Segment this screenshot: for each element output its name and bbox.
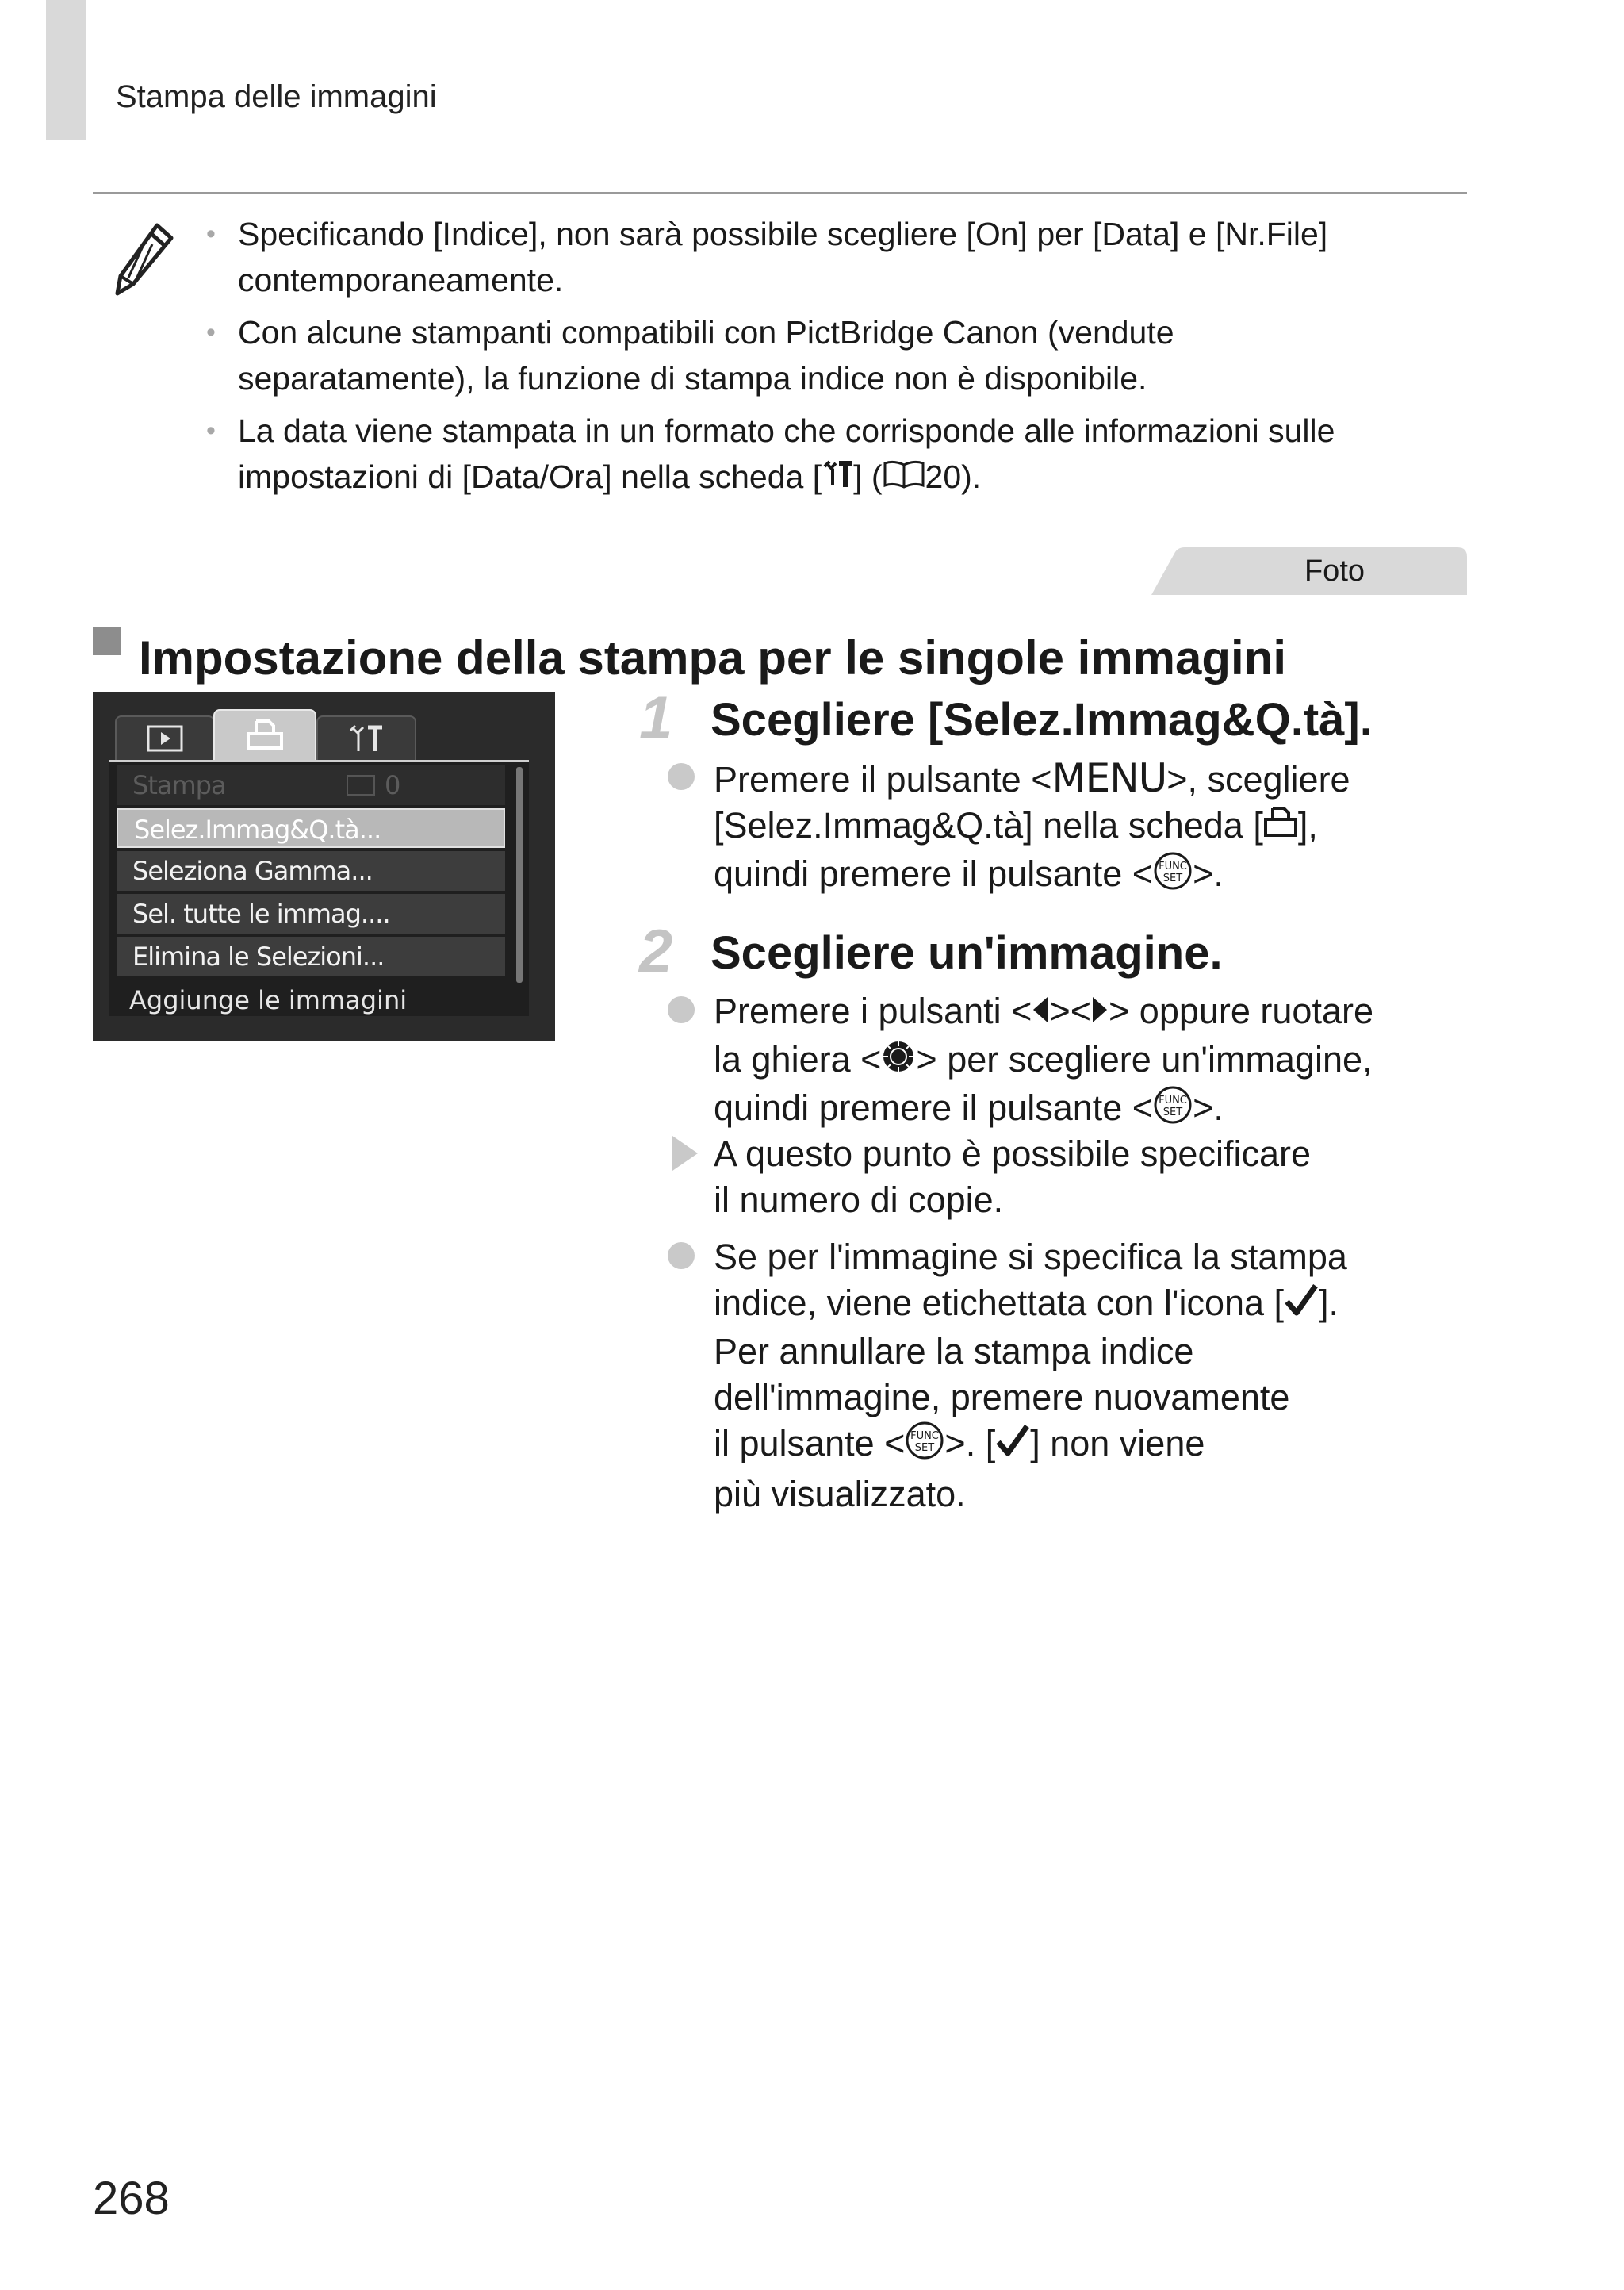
checkmark-icon xyxy=(1284,1283,1319,1329)
bullet-text xyxy=(714,988,1373,1136)
page-number: 268 xyxy=(93,2173,170,2224)
bullet-circle-icon xyxy=(668,1242,695,1269)
svg-text:FUNC: FUNC xyxy=(910,1430,940,1443)
step-title: Scegliere un'immagine. xyxy=(710,927,1223,979)
text-run: ], xyxy=(1297,805,1318,846)
print-tab xyxy=(213,709,316,760)
running-header: Stampa delle immagini xyxy=(116,79,437,114)
result-text xyxy=(714,1131,1311,1223)
svg-text:SET: SET xyxy=(1162,1107,1183,1119)
setup-tools-icon xyxy=(822,456,853,502)
svg-text:FUNC: FUNC xyxy=(1159,1095,1187,1107)
control-dial-icon xyxy=(881,1039,916,1085)
note-text: Con alcune stampanti compatibili con PictBridge Canon (vendute xyxy=(238,314,1174,351)
text-run: [Selez.Immag&Q.tà] nella scheda [ xyxy=(714,805,1263,846)
note-text: ] ( xyxy=(853,458,883,495)
camera-menu-scrollbar xyxy=(516,767,523,983)
camera-menu-item: Sel. tutte le immag.... xyxy=(117,894,505,934)
pencil-note-icon xyxy=(109,221,176,300)
text-run: la ghiera < xyxy=(714,1039,882,1080)
camera-tab-bar xyxy=(115,709,507,760)
text-run: Se per l'immagine si specifica la stampa xyxy=(714,1237,1347,1277)
bullet-dot-icon: • xyxy=(206,317,216,347)
book-reference-icon xyxy=(883,456,925,502)
note-text: La data viene stampata in un formato che corrisponde alle informazioni sulle xyxy=(238,412,1335,449)
menu-item-label: Stampa xyxy=(132,770,226,800)
notes-list xyxy=(201,211,1470,508)
text-run: > per scegliere un'immagine, xyxy=(916,1039,1373,1080)
note-item xyxy=(201,309,1470,401)
bullet-dot-icon: • xyxy=(206,219,216,249)
svg-text:SET: SET xyxy=(1162,873,1183,885)
section-square-icon xyxy=(93,627,121,655)
text-run: >< xyxy=(1049,991,1092,1031)
bullet-dot-icon: • xyxy=(206,416,216,446)
step-number: 1 xyxy=(639,685,673,752)
section-title: Impostazione della stampa per le singole immagini xyxy=(139,631,1287,685)
bullet-circle-icon xyxy=(668,996,695,1023)
step-result xyxy=(668,1131,1461,1226)
note-text: separatamente), la funzione di stampa indice non è disponibile. xyxy=(238,360,1147,397)
left-arrow-button-icon xyxy=(1032,991,1049,1037)
text-run: Per annullare la stampa indice xyxy=(714,1331,1194,1372)
text-run: Premere il pulsante < xyxy=(714,759,1052,800)
svg-text:SET: SET xyxy=(915,1442,935,1455)
func-set-button-icon xyxy=(1153,1085,1193,1136)
result-triangle-icon xyxy=(672,1136,698,1171)
text-run: > oppure ruotare xyxy=(1109,991,1373,1031)
text-run: più visualizzato. xyxy=(714,1474,966,1515)
note-item xyxy=(201,211,1470,303)
setup-tab xyxy=(316,715,416,760)
step-bullet xyxy=(668,755,1461,914)
text-run: il pulsante < xyxy=(714,1423,906,1464)
text-run: >, scegliere xyxy=(1166,759,1350,800)
note-text: 20). xyxy=(925,458,982,495)
camera-menu-screenshot xyxy=(93,692,555,1041)
text-run: A questo punto è possibile specificare xyxy=(714,1133,1311,1174)
note-text: Specificando [Indice], non sarà possibile scegliere [On] per [Data] e [Nr.File] xyxy=(238,216,1328,252)
print-count-icon xyxy=(347,775,375,796)
camera-menu-item: Elimina le Selezioni... xyxy=(117,937,505,976)
step-number: 2 xyxy=(639,918,673,985)
func-set-button-icon xyxy=(1153,851,1193,902)
bullet-text xyxy=(714,1234,1347,1517)
camera-menu-item xyxy=(117,765,505,805)
menu-button-label: MENU xyxy=(1051,755,1167,801)
foto-tab-label: Foto xyxy=(1304,554,1365,588)
header-rule xyxy=(93,192,1467,194)
camera-menu-item-selected: Selez.Immag&Q.tà... xyxy=(117,808,505,848)
chapter-side-tab xyxy=(46,0,86,140)
text-run: Premere i pulsanti < xyxy=(714,991,1032,1031)
note-text: contemporaneamente. xyxy=(238,262,564,298)
text-run: quindi premere il pulsante < xyxy=(714,853,1154,895)
text-run: quindi premere il pulsante < xyxy=(714,1087,1154,1129)
text-run: ] non viene xyxy=(1030,1423,1205,1464)
text-run: indice, viene etichettata con l'icona [ xyxy=(714,1283,1285,1323)
foto-mode-tab xyxy=(1151,547,1467,595)
text-run: >. xyxy=(1193,853,1224,895)
text-run: >. [ xyxy=(944,1423,996,1464)
func-set-button-icon xyxy=(905,1421,944,1471)
note-item xyxy=(201,408,1470,502)
svg-text:FUNC: FUNC xyxy=(1159,861,1187,873)
right-arrow-button-icon xyxy=(1091,991,1109,1037)
step-bullet xyxy=(668,988,1461,1131)
camera-menu-list xyxy=(109,760,529,1016)
checkmark-icon xyxy=(995,1423,1030,1469)
note-text: impostazioni di [Data/Ora] nella scheda [ xyxy=(238,458,822,495)
text-run: il numero di copie. xyxy=(714,1180,1004,1220)
camera-menu-item: Seleziona Gamma... xyxy=(117,851,505,891)
step-bullet xyxy=(668,1234,1461,1520)
bullet-circle-icon xyxy=(668,763,695,790)
text-run: ]. xyxy=(1319,1283,1339,1323)
text-run: >. xyxy=(1193,1087,1224,1129)
camera-hint-text: Aggiunge le immagini xyxy=(129,985,408,1015)
text-run: dell'immagine, premere nuovamente xyxy=(714,1377,1290,1418)
step-title: Scegliere [Selez.Immag&Q.tà]. xyxy=(710,694,1373,746)
print-count-value: 0 xyxy=(385,770,400,800)
bullet-text xyxy=(714,755,1350,902)
print-tab-icon xyxy=(1263,805,1298,851)
playback-tab xyxy=(115,715,215,760)
